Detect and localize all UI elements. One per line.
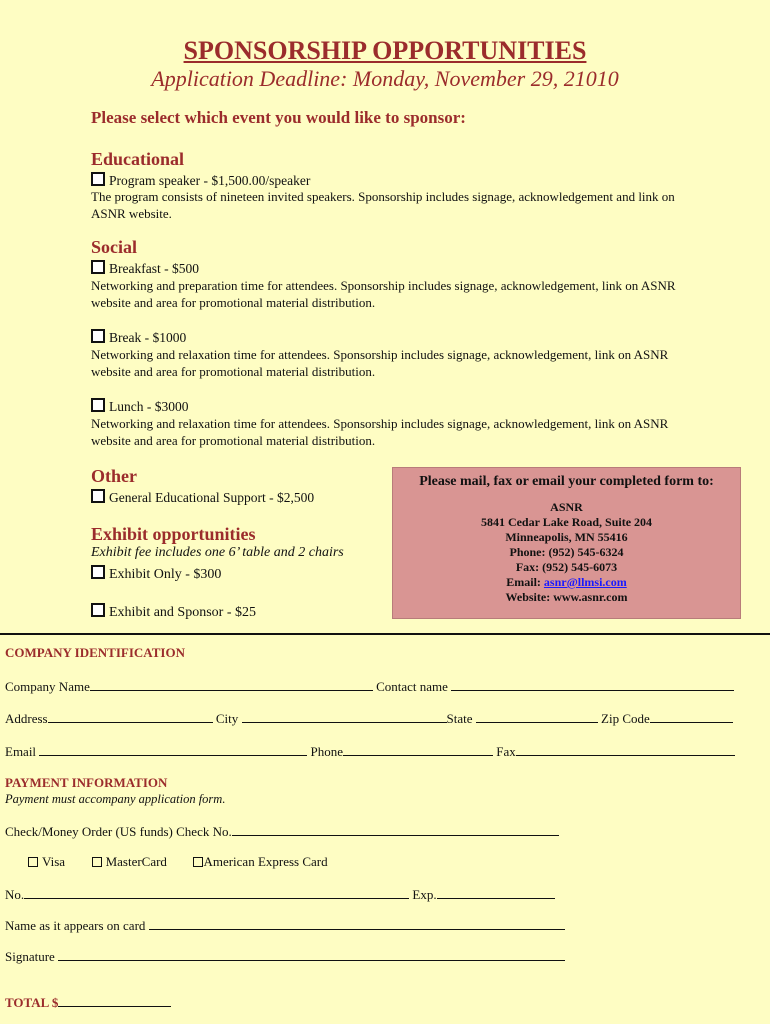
company-identification-heading: COMPANY IDENTIFICATION (5, 645, 185, 660)
select-event-prompt: Please select which event you would like to sponsor: (91, 108, 466, 127)
checkbox-icon[interactable] (91, 172, 105, 186)
mastercard-checkbox[interactable] (92, 857, 102, 867)
signature-row (5, 948, 565, 965)
program-speaker-description: The program consists of nineteen invited speakers. Sponsorship includes signage, acknowledgement and link on ASNR website. (91, 189, 675, 221)
visa-label: Visa (42, 854, 66, 869)
mail-fax: Fax: (952) 545-6073 (515, 560, 618, 574)
payment-note: Payment must accompany application form. (5, 792, 226, 806)
company-name-label: Company Name (5, 679, 90, 694)
phone-label: Phone (310, 744, 344, 759)
social-heading: Social (91, 237, 138, 257)
company-name-row (5, 678, 734, 695)
signature-field[interactable] (58, 948, 565, 961)
city-label: City (215, 711, 239, 726)
educational-heading: Educational (91, 149, 185, 169)
exhibit-sponsor-label: Exhibit and Sponsor - $25 (109, 605, 256, 620)
zip-field[interactable] (650, 710, 733, 723)
section-divider (0, 633, 770, 635)
signature-label: Signature (5, 949, 55, 964)
page-title: SPONSORSHIP OPPORTUNITIES (183, 36, 587, 65)
exhibit-heading: Exhibit opportunities (91, 524, 256, 544)
amex-label: American Express Card (203, 854, 328, 869)
lunch-option[interactable] (91, 398, 188, 415)
checkbox-icon[interactable] (91, 565, 105, 579)
deadline-subtitle: Application Deadline: Monday, November 29, 21010 (151, 66, 619, 91)
mail-address: 5841 Cedar Lake Road, Suite 204 (480, 515, 653, 529)
checkbox-icon[interactable] (91, 329, 105, 343)
general-support-option[interactable] (91, 489, 314, 506)
mail-email-link[interactable]: asnr@llmsi.com (543, 575, 627, 589)
checkbox-icon[interactable] (91, 489, 105, 503)
mail-email-line (393, 575, 740, 590)
email-row (5, 743, 735, 760)
mail-city: Minneapolis, MN 55416 (505, 530, 628, 544)
mail-instructions-heading: Please mail, fax or email your completed form to: (419, 474, 714, 489)
expiration-field[interactable] (437, 886, 555, 899)
mail-org: ASNR (550, 500, 583, 514)
expiration-label: Exp. (412, 887, 437, 902)
break-option[interactable] (91, 329, 186, 346)
name-on-card-row (5, 917, 565, 934)
fax-field[interactable] (516, 743, 735, 756)
mail-website: Website: www.asnr.com (505, 590, 628, 604)
fax-label: Fax (496, 744, 516, 759)
total-field[interactable] (58, 994, 171, 1007)
state-label: State (446, 711, 473, 726)
checkbox-icon[interactable] (91, 260, 105, 274)
mail-instructions-box (392, 467, 741, 619)
payment-information-heading: PAYMENT INFORMATION (5, 775, 168, 790)
company-name-field[interactable] (90, 678, 373, 691)
program-speaker-option[interactable] (91, 172, 310, 189)
phone-field[interactable] (343, 743, 493, 756)
card-number-field[interactable] (24, 886, 409, 899)
general-support-label: General Educational Support - $2,500 (109, 490, 315, 505)
state-field[interactable] (476, 710, 598, 723)
card-type-row (28, 854, 328, 870)
breakfast-option[interactable] (91, 260, 199, 277)
lunch-label: Lunch - $3000 (109, 399, 189, 414)
card-number-label: No. (5, 887, 25, 902)
program-speaker-label: Program speaker - $1,500.00/speaker (109, 173, 311, 188)
address-field[interactable] (48, 710, 213, 723)
check-number-field[interactable] (232, 823, 559, 836)
email-field[interactable] (39, 743, 307, 756)
checkbox-icon[interactable] (91, 398, 105, 412)
breakfast-description: Networking and preparation time for attendees. Sponsorship includes signage, acknowledgement, link on ASNR website and area for promotional material distribution. (91, 278, 676, 310)
checkbox-icon[interactable] (91, 603, 105, 617)
amex-checkbox[interactable] (193, 857, 203, 867)
exhibit-sponsor-option[interactable] (91, 603, 256, 621)
contact-name-field[interactable] (451, 678, 734, 691)
address-row (5, 710, 733, 727)
other-heading: Other (91, 466, 137, 486)
exhibit-only-label: Exhibit Only - $300 (109, 567, 222, 582)
mail-phone: Phone: (952) 545-6324 (509, 545, 624, 559)
email-label: Email (5, 744, 37, 759)
exhibit-only-option[interactable] (91, 565, 221, 583)
total-row (5, 994, 171, 1011)
mail-email-label: Email: (506, 575, 544, 589)
break-description: Networking and relaxation time for attendees. Sponsorship includes signage, acknowledgement, link on ASNR website and area for promotional material distribution. (91, 347, 669, 379)
name-on-card-field[interactable] (149, 917, 565, 930)
contact-name-label: Contact name (376, 679, 448, 694)
exhibit-note: Exhibit fee includes one 6’ table and 2 chairs (91, 545, 344, 560)
lunch-description: Networking and relaxation time for attendees. Sponsorship includes signage, acknowledgement, link on ASNR website and area for promotional material distribution. (91, 416, 669, 448)
zip-label: Zip Code (601, 711, 650, 726)
city-field[interactable] (242, 710, 447, 723)
name-on-card-label: Name as it appears on card (5, 918, 146, 933)
total-label: TOTAL $ (5, 995, 59, 1010)
check-label: Check/Money Order (US funds) Check No. (5, 824, 232, 839)
breakfast-label: Breakfast - $500 (109, 261, 199, 276)
check-row (5, 823, 559, 840)
card-number-row (5, 886, 555, 903)
mastercard-label: MasterCard (105, 854, 167, 869)
break-label: Break - $1000 (109, 330, 187, 345)
address-label: Address (5, 711, 48, 726)
visa-checkbox[interactable] (28, 857, 38, 867)
